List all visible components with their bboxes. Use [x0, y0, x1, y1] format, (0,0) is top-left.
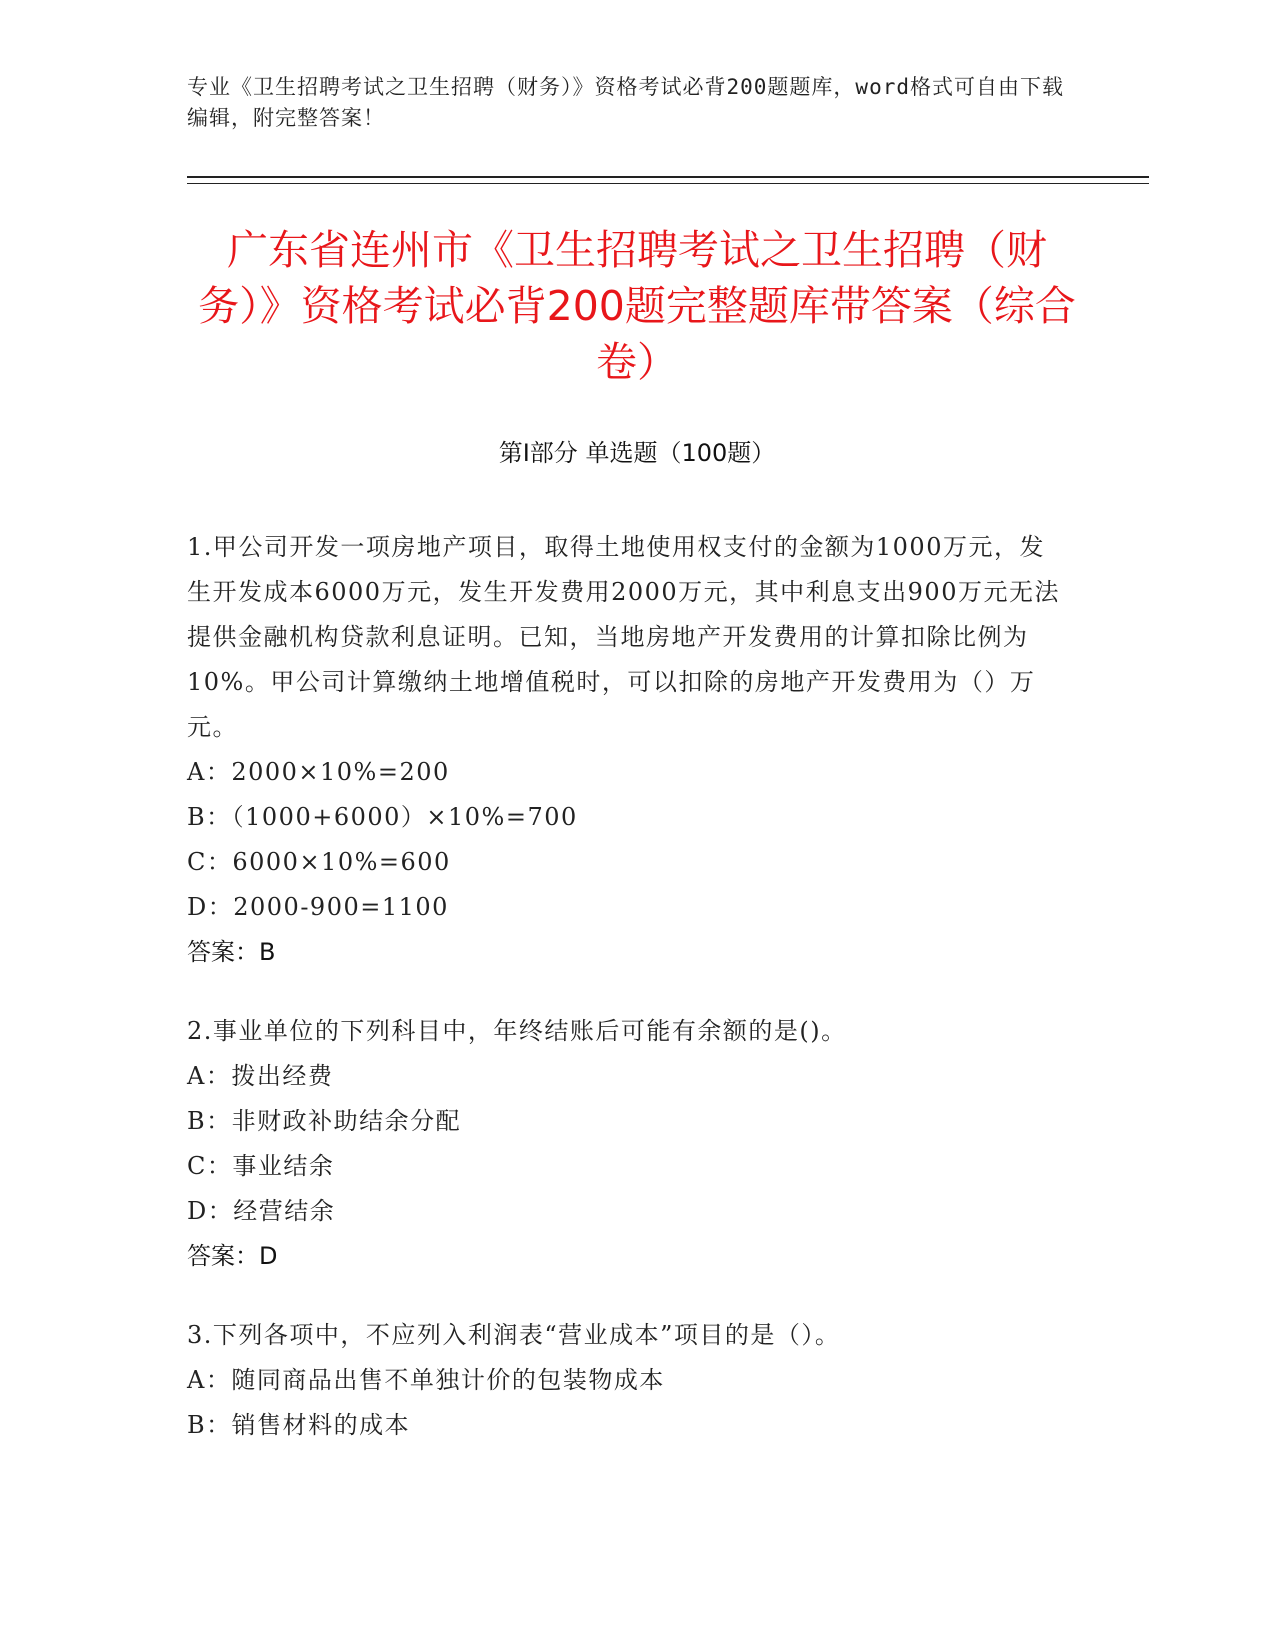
question-1 [187, 525, 1067, 975]
option-a: A：2000×10%=200 [187, 758, 450, 786]
option-c: C：事业结余 [187, 1152, 335, 1180]
answer: 答案：D [187, 1242, 278, 1270]
header-divider-thin [187, 183, 1149, 184]
question-stem: 2.事业单位的下列科目中，年终结账后可能有余额的是()。 [187, 1017, 847, 1045]
option-d: D：经营结余 [187, 1197, 336, 1225]
answer: 答案：B [187, 938, 276, 966]
option-b: B：销售材料的成本 [187, 1411, 411, 1439]
option-a: A：随同商品出售不单独计价的包装物成本 [187, 1366, 665, 1394]
header-divider-thick [187, 176, 1149, 178]
section-heading: 第I部分 单选题（100题） [498, 439, 776, 467]
option-b: B：非财政补助结余分配 [187, 1107, 462, 1135]
question-3 [187, 1313, 1067, 1448]
option-a: A：拨出经费 [187, 1062, 334, 1090]
option-b: B：（1000+6000）×10%=700 [187, 803, 578, 831]
document-title: 广东省连州市《卫生招聘考试之卫生招聘（财务）》资格考试必背200题完整题库带答案（综合卷） [198, 226, 1076, 386]
question-2 [187, 1009, 1067, 1279]
option-c: C：6000×10%=600 [187, 848, 451, 876]
question-stem: 3.下列各项中，不应列入利润表“营业成本”项目的是（）。 [187, 1321, 841, 1349]
question-list [187, 525, 1067, 1482]
question-stem: 1.甲公司开发一项房地产项目，取得土地使用权支付的金额为1000万元，发生开发成本6000万元，发生开发费用2000万元，其中利息支出900万元无法提供金融机构贷款利息证明。已知，当地房地产开发费用的计算扣除比例为10%。甲公司计算缴纳土地增值税时，可以扣除的房地产开发费用为（）万元。 [187, 533, 1060, 741]
header-note: 专业《卫生招聘考试之卫生招聘（财务）》资格考试必背200题题库，word格式可自由下载编辑，附完整答案！ [187, 75, 1064, 130]
option-d: D：2000-900=1100 [187, 893, 449, 921]
